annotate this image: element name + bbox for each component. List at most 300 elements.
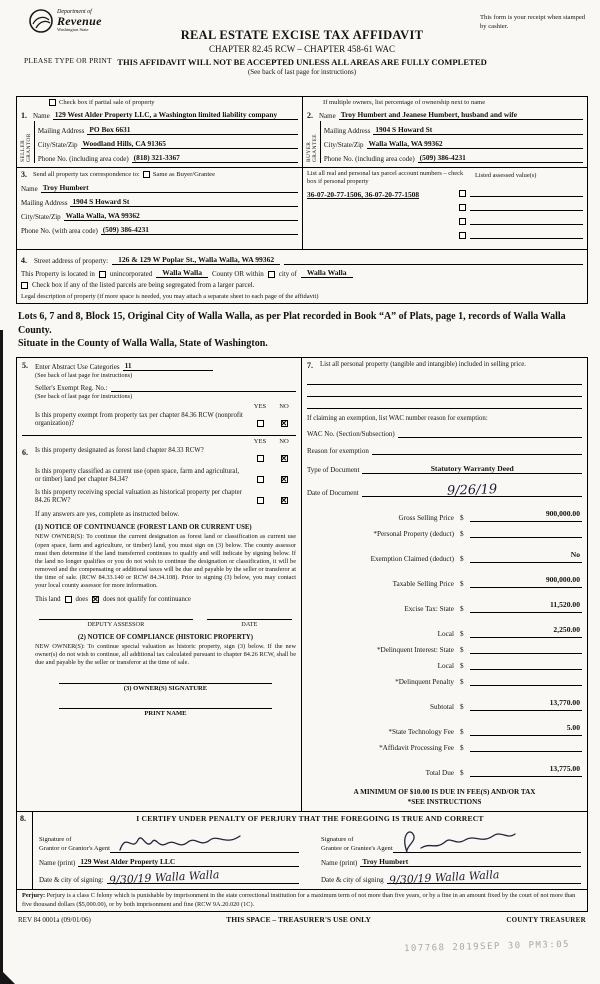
doc-date-field[interactable] (362, 482, 582, 500)
fee-value: 5.00 (566, 723, 580, 733)
personal-property-blank-3[interactable] (307, 397, 582, 409)
q1-no-checkbox[interactable] (281, 455, 288, 462)
fee-value-field[interactable] (470, 569, 582, 588)
seller-fields-wrap (21, 121, 298, 163)
does-not-label: does not qualify for continuance (102, 595, 191, 603)
see-back-note-5a: (See back of last page for instructions) (35, 371, 133, 379)
grantee-sig-label-line2: Grantee or Grantee's Agent (321, 844, 393, 852)
correspondence-row (17, 168, 587, 250)
fee-label: Local (437, 662, 454, 671)
fee-label: Local (437, 630, 454, 639)
dollar-sign: $ (460, 630, 464, 639)
deputy-assessor-row (35, 619, 296, 628)
perjury-statement (16, 890, 588, 912)
section-1-number: 1. (21, 111, 27, 120)
reason-field[interactable] (372, 446, 582, 455)
fee-row-delinq-interest-state (307, 644, 582, 654)
fee-row-exemption (307, 544, 582, 563)
buyer-mailing-field[interactable] (373, 125, 583, 135)
wac-label: WAC No. (Section/Subsection) (307, 430, 395, 439)
seller-phone-field[interactable] (132, 153, 298, 163)
personal-property-checkbox-2[interactable] (459, 204, 466, 211)
fee-value-field[interactable] (470, 528, 582, 538)
exempt-no-checkbox[interactable] (281, 420, 288, 427)
send-correspondence-line (21, 170, 298, 179)
doc-date-line (307, 482, 582, 500)
grantor-date-value: 9/30/19 Walla Walla (108, 868, 220, 888)
section-5-6-column (17, 358, 302, 812)
city-of-label: city of (278, 270, 297, 278)
fee-label: Total Due (425, 769, 454, 778)
fee-label: *Delinquent Interest: State (376, 646, 454, 655)
section-7-number: 7. (307, 360, 313, 370)
parcel-header-label: List all real and personal tax parcel account numbers – check box if personal property (307, 170, 464, 185)
scan-artifact-corner (0, 969, 15, 984)
grantor-signature-row (39, 827, 299, 853)
q3-yes-checkbox[interactable] (257, 497, 264, 504)
parcel-numbers-panel (302, 168, 587, 249)
section-8-number: 8. (17, 812, 33, 889)
assessed-row (459, 189, 583, 197)
personal-property-lines (307, 373, 582, 409)
buyer-name-field[interactable] (339, 110, 583, 120)
grantee-signature-field[interactable] (393, 827, 581, 853)
dollar-sign: $ (460, 662, 464, 671)
buyer-fields-wrap (307, 121, 583, 163)
owners-signature-line[interactable]: (3) OWNER(S) SIGNATURE (59, 683, 272, 692)
same-as-buyer-label: Same as Buyer/Grantee (152, 171, 216, 178)
grantor-signature-field[interactable] (110, 827, 299, 853)
certification-main (33, 812, 587, 889)
current-use-question: Is this property classified as current use (open space, farm and agricultural, or timber) land per chapter 84.34? (35, 467, 240, 484)
fee-value: 900,000.00 (545, 575, 580, 585)
assessed-value-field-2[interactable] (470, 203, 583, 211)
grantee-signature-block (321, 827, 581, 888)
buyer-name-line (307, 110, 583, 120)
fee-value-field[interactable] (470, 742, 582, 752)
grantor-date-line (39, 868, 299, 888)
seller-city-value: Woodland Hills, CA 91365 (82, 139, 166, 148)
street-address-value[interactable]: 126 & 129 W Poplar St., Walla Walla, WA 99362 (112, 255, 280, 265)
section-2-buyer (302, 97, 587, 167)
please-type-note: PLEASE TYPE OR PRINT (24, 56, 112, 65)
parcel-headers (307, 170, 583, 186)
section-7-column (302, 358, 587, 812)
corr-city-line (21, 211, 298, 221)
forest-land-question: Is this property designated as forest land chapter 84.33 RCW? (35, 446, 204, 454)
county-or-label: County OR within (212, 270, 264, 278)
partial-sale-note (21, 99, 298, 106)
doc-type-value: Statutory Warranty Deed (430, 464, 514, 474)
doc-type-field[interactable] (362, 464, 582, 474)
legal-description-text-1: Lots 6, 7 and 8, Block 15, Original City of Walla Walla, as per Plat recorded in Book “A” of Plats, page 1, records of Walla Walla County. (18, 311, 566, 336)
dollar-sign: $ (460, 703, 464, 712)
this-land-label: This land (35, 595, 61, 603)
grantor-name-value: 129 West Alder Property LLC (80, 857, 176, 867)
fee-value: No (570, 550, 580, 560)
personal-property-checkbox-1[interactable] (459, 190, 466, 197)
doc-date-value: 9/26/19 (446, 482, 498, 500)
assessed-row (459, 217, 583, 225)
section-3-number: 3. (21, 170, 27, 179)
exemption-claim-note: If claiming an exemption, list WAC number reason for exemption: (307, 415, 488, 423)
corr-name-label: Name (21, 185, 38, 193)
exempt-question-text: Is this property exempt from property tax per chapter 84.36 RCW (nonprofit organization)? (35, 411, 243, 428)
assessed-value-field-4[interactable] (470, 231, 583, 239)
buyer-phone-label: Phone No. (including area code) (323, 155, 415, 163)
scan-artifact-left-edge (0, 330, 3, 984)
fee-label: *State Technology Fee (388, 728, 454, 737)
grantor-sig-label-line2: Grantor or Grantor's Agent (39, 844, 110, 852)
perjury-certification-title: I CERTIFY UNDER PENALTY OF PERJURY THAT THE FOREGOING IS TRUE AND CORRECT (136, 814, 484, 824)
legal-description-text-2: Situate in the County of Walla Walla, State of Washington. (18, 338, 268, 349)
grantee-name-value: Troy Humbert (362, 857, 409, 867)
section-4-number: 4. (21, 256, 27, 265)
dor-logo-swirl-icon (28, 8, 54, 34)
corr-phone-line (21, 225, 298, 235)
grantor-date-field[interactable] (107, 868, 299, 888)
footer-row (16, 915, 588, 924)
abstract-use-field[interactable] (123, 361, 213, 371)
corr-phone-label: Phone No. (with area code) (21, 227, 98, 235)
no-header: NO (279, 402, 289, 410)
street-address-tail-line (284, 256, 583, 265)
dollar-sign: $ (460, 646, 464, 655)
located-in-label: This Property is located in (21, 270, 95, 278)
deputy-assessor-signature-line[interactable]: DEPUTY ASSESSOR (39, 619, 193, 628)
seller-city-field[interactable] (81, 139, 298, 149)
street-address-label: Street address of property: (34, 257, 109, 265)
buyer-phone-value: (509) 386-4231 (419, 153, 466, 162)
buyer-mailing-label: Mailing Address (323, 127, 371, 135)
grantee-vertical-text: GRANTEE (311, 134, 318, 162)
seller-fields (38, 121, 298, 163)
fee-row-excise-state (307, 594, 582, 613)
fee-value-field[interactable] (470, 644, 582, 654)
yes-no-header-5 (35, 403, 296, 410)
deputy-assessor-date-line[interactable]: DATE (207, 619, 292, 628)
buyer-fields (324, 121, 583, 163)
fee-row-taxable (307, 569, 582, 588)
abstract-use-value: 11 (124, 360, 132, 370)
segregated-checkbox[interactable] (21, 282, 28, 289)
section-1-seller (17, 97, 302, 167)
grantee-name-line (321, 857, 581, 867)
doc-date-label: Date of Document (307, 489, 359, 498)
notice-compliance-title: (2) NOTICE OF COMPLIANCE (HISTORIC PROPERTY) (77, 633, 254, 641)
if-yes-note: If any answers are yes, complete as instructed below. (35, 510, 180, 518)
q3-no-checkbox[interactable] (281, 497, 288, 504)
fee-label: Taxable Selling Price (392, 580, 454, 589)
buyer-mailing-value: 1904 S Howard St (375, 125, 433, 134)
grantor-signature-label (39, 836, 110, 853)
fee-row-total-due (307, 758, 582, 777)
city-value[interactable]: Walla Walla (301, 268, 353, 278)
see-back-note-5b: (See back of last page for instructions) (35, 392, 133, 400)
section-3-correspondence (17, 168, 302, 249)
form-header (16, 6, 588, 96)
land-qualify-row (35, 596, 296, 603)
grantee-signature-icon (399, 826, 519, 856)
form-title: REAL ESTATE EXCISE TAX AFFIDAVIT (180, 28, 424, 42)
current-use-question-row (35, 468, 296, 487)
fee-row-delinq-interest-local (307, 660, 582, 670)
exempt-reg-label: Seller's Exempt Reg. No.: (35, 383, 108, 392)
grantor-signature-block (39, 827, 299, 888)
buyer-city-field[interactable] (367, 139, 583, 149)
see-instructions-text: *SEE INSTRUCTIONS (407, 798, 482, 807)
dollar-sign: $ (460, 530, 464, 539)
q1-yes-cell (248, 447, 272, 466)
unincorporated-checkbox[interactable] (99, 271, 106, 278)
reason-label: Reason for exemption (307, 447, 369, 456)
does-label: does (75, 595, 88, 603)
logo-dept-line: Department of (57, 9, 92, 16)
fee-row-gross (307, 503, 582, 522)
dollar-sign: $ (460, 678, 464, 687)
seller-phone-label: Phone No. (including area code) (37, 155, 129, 163)
buyer-name-label: Name (319, 112, 336, 120)
section-7 (307, 361, 582, 370)
corr-mailing-line (21, 197, 298, 207)
abstract-use-label: Enter Abstract Use Categories (35, 362, 120, 371)
fee-value-field[interactable] (470, 692, 582, 711)
corr-city-field[interactable] (64, 211, 298, 221)
seller-mailing-value: PO Box 6631 (89, 125, 131, 134)
dollar-sign: $ (460, 605, 464, 614)
county-value[interactable]: Walla Walla (156, 268, 208, 278)
q2-no-checkbox[interactable] (281, 476, 288, 483)
fee-row-delinq-penalty (307, 676, 582, 686)
doc-type-label: Type of Document (307, 466, 360, 475)
fee-value-field[interactable] (470, 717, 582, 736)
fee-label: Subtotal (430, 703, 454, 712)
personal-property-checkbox-4[interactable] (459, 232, 466, 239)
corr-name-field[interactable] (41, 183, 298, 193)
seller-vertical-text: SELLER (20, 139, 26, 162)
legal-description-label: Legal description of property (if more space is needed, you may attach a separate sheet to each page of the affidavit) (21, 293, 319, 300)
grantee-date-field[interactable] (387, 868, 581, 888)
q1-no-cell (272, 447, 296, 466)
exempt-reg-field[interactable] (111, 383, 296, 392)
fee-value-field[interactable] (470, 544, 582, 563)
certification-box (16, 812, 588, 890)
section-5-number: 5. (22, 360, 28, 370)
assessed-value-field-3[interactable] (470, 217, 583, 225)
seller-phone-line (38, 153, 298, 163)
seller-buyer-row (17, 97, 587, 168)
partial-sale-label: Check box if partial sale of property (59, 99, 155, 106)
q2-yes-checkbox[interactable] (257, 476, 264, 483)
buyer-city-value: Walla Walla, WA 99362 (368, 139, 443, 148)
fee-value-field[interactable] (470, 594, 582, 613)
q1-yes-checkbox[interactable] (257, 455, 264, 462)
corr-city-label: City/State/Zip (21, 213, 61, 221)
grantor-date-label: Date & city of signing: (39, 876, 104, 885)
personal-property-blank-1[interactable] (307, 373, 582, 385)
city-of-checkbox[interactable] (268, 271, 275, 278)
fee-value: 13,770.00 (549, 698, 580, 708)
grantor-signature-icon (116, 828, 246, 856)
personal-property-label: List all personal property (tangible and intangible) included in selling price. (320, 360, 526, 368)
exempt-yes-checkbox[interactable] (257, 420, 264, 427)
buyer-phone-field[interactable] (418, 153, 583, 163)
dollar-sign: $ (460, 728, 464, 737)
multiple-owners-label: If multiple owners, list percentage of ownership next to name (323, 99, 486, 106)
fee-value-field[interactable] (470, 676, 582, 686)
corr-mailing-label: Mailing Address (21, 199, 68, 207)
see-back-note: (See back of last page for instructions) (247, 68, 357, 76)
corr-mailing-value: 1904 S Howard St (72, 197, 130, 206)
fee-value-field[interactable] (470, 758, 582, 777)
fee-value-field[interactable] (470, 619, 582, 638)
does-not-qualify-checkbox[interactable] (92, 596, 99, 603)
fee-label: Gross Selling Price (398, 514, 454, 523)
seller-name-field[interactable] (53, 110, 298, 120)
acceptance-warning: THIS AFFIDAVIT WILL NOT BE ACCEPTED UNLESS ALL AREAS ARE FULLY COMPLETED (117, 57, 487, 67)
wac-field[interactable] (398, 429, 582, 438)
doc-type-line (307, 464, 582, 474)
same-as-buyer-checkbox[interactable] (143, 171, 150, 178)
signature-halves (39, 827, 581, 888)
fee-row-personal (307, 528, 582, 538)
dollar-sign: $ (460, 555, 464, 564)
minimum-due-note (307, 787, 582, 807)
logo-revenue-line: Revenue (57, 14, 102, 29)
grantor-name-field[interactable] (78, 857, 299, 867)
legal-description (18, 310, 586, 351)
segregated-line (21, 281, 583, 289)
send-correspondence-label: Send all property tax correspondence to: (33, 171, 140, 178)
seller-mailing-field[interactable] (87, 125, 298, 135)
corr-phone-value: (509) 386-4231 (102, 225, 149, 234)
exempt-yes-cell (248, 412, 272, 431)
multiple-owners-note (307, 99, 583, 106)
dollar-sign: $ (460, 744, 464, 753)
seller-phone-value: (818) 321-3367 (133, 153, 180, 162)
unincorporated-label: unincorporated (109, 270, 153, 278)
yes-header-6: YES (253, 437, 267, 445)
forest-land-question-row (35, 447, 296, 466)
assessed-values-label: Listed assessed value(s) (475, 172, 537, 179)
section-4-property (17, 250, 587, 303)
print-name-line[interactable]: PRINT NAME (59, 708, 272, 717)
buyer-grantee-side-label (307, 121, 321, 163)
exempt-no-cell (272, 412, 296, 431)
section-6 (22, 435, 296, 718)
title-block (87, 28, 517, 76)
notice-continuance-body: NEW OWNER(S): To continue the current designation as forest land or classification as current use (open space, farm and agriculture, or timber) land, you must sign on (3) below. The county assessor must then determine if the land transferred continues to qualify and will indicate by signing below. If the land no longer qualifies or you do not wish to continue the designation or classification, it will be removed and the compensating or additional taxes will be due and payable by the seller or transferor at the time of sale. (RCW 84.33.140 or RCW 84.34.108). Prior to signing (3) below, you may contact your local county assessor for more information. (35, 533, 296, 590)
fee-label: *Affidavit Processing Fee (379, 744, 454, 753)
dollar-sign: $ (460, 580, 464, 589)
buyer-vertical-text: BUYER (306, 141, 312, 162)
grantor-vertical-text: GRANTOR (25, 133, 32, 162)
treasurer-space-label: THIS SPACE – TREASURER'S USE ONLY (226, 915, 371, 925)
rev-number: REV 84 0001a (09/01/06) (18, 916, 91, 925)
parcel-body (307, 189, 583, 245)
fee-row-subtotal (307, 692, 582, 711)
fee-label: Excise Tax: State (404, 605, 454, 614)
q3-yes-cell (248, 489, 272, 508)
partial-sale-checkbox[interactable] (49, 99, 56, 106)
notice-compliance-body: NEW OWNER(S): To continue special valuation as historic property, sign (3) below. If the new owner(s) do not wish to continue, all additional tax calculated pursuant to chapter 84.26 RCW, shall be due and payable by the seller or transferor at the time of sale. (35, 642, 296, 666)
assessed-value-field-1[interactable] (470, 189, 583, 197)
logo-state-line: Washington State (57, 27, 89, 33)
q2-yes-cell (248, 468, 272, 487)
dollar-sign: $ (460, 514, 464, 523)
corr-phone-field[interactable] (101, 225, 298, 235)
yes-header: YES (253, 402, 267, 410)
seller-mailing-label: Mailing Address (37, 127, 85, 135)
wac-line (307, 429, 582, 438)
perjury-body: Perjury is a class C felony which is punishable by imprisonment in the state correctional institution for a maximum term of not more than five years, or by a fine in an amount fixed by the court of not more than five thousand dollars ($5,000.00), or by both imprisonment and fine (RCW 9A.20.020 (1C). (22, 892, 576, 908)
dollar-sign: $ (460, 769, 464, 778)
fee-value: 900,000.00 (545, 509, 580, 519)
exempt-question-row (35, 412, 296, 431)
personal-property-checkbox-3[interactable] (459, 218, 466, 225)
tax-sections-box (16, 357, 588, 813)
property-located-line (21, 268, 583, 278)
notice-continuance-title: (1) NOTICE OF CONTINUANCE (FOREST LAND OR CURRENT USE) (35, 524, 252, 532)
grantor-name-print-label: Name (print) (39, 859, 76, 868)
grantee-signature-row (321, 827, 581, 853)
receipt-note: This form is your receipt when stamped by cashier. (480, 14, 586, 30)
buyer-name-value: Troy Humbert and Jeanese Humbert, husband and wife (340, 110, 518, 119)
seller-mailing-line (38, 125, 298, 135)
minimum-due-text: A MINIMUM OF $10.00 IS DUE IN FEE(S) AND/OR TAX (353, 788, 536, 797)
fee-value: 11,520.00 (550, 600, 580, 610)
parcel-numbers-value: 36-07-20-77-1506, 36-07-20-77-1508 (307, 190, 420, 199)
historic-question-row (35, 489, 296, 508)
historic-question: Is this property receiving special valuation as historical property per chapter 84.26 RCW? (35, 488, 242, 505)
grantee-sig-label-line1: Signature of (321, 836, 354, 844)
personal-property-blank-2[interactable] (307, 385, 582, 397)
seller-grantor-side-label (21, 121, 35, 163)
exempt-reg-line (35, 383, 296, 392)
section-6-number: 6. (22, 447, 28, 457)
assessed-row (459, 231, 583, 239)
fee-value: 2,250.00 (553, 625, 580, 635)
seller-city-label: City/State/Zip (37, 141, 78, 149)
grantee-signature-label (321, 836, 393, 853)
corr-mailing-field[interactable] (70, 197, 298, 207)
perjury-lead: Perjury: (22, 892, 46, 900)
chapter-subtitle: CHAPTER 82.45 RCW – CHAPTER 458-61 WAC (209, 44, 395, 54)
grantor-sig-label-line1: Signature of (39, 836, 72, 844)
does-qualify-checkbox[interactable] (65, 596, 72, 603)
fee-label: *Personal Property (deduct) (373, 530, 454, 539)
fee-label: *Delinquent Penalty (395, 678, 454, 687)
seller-city-line (38, 139, 298, 149)
street-address-line (21, 255, 583, 265)
corr-name-value: Troy Humbert (42, 183, 89, 192)
fee-value-field[interactable] (470, 503, 582, 522)
corr-name-line (21, 183, 298, 193)
fee-value-field[interactable] (470, 660, 582, 670)
yes-no-header-6 (35, 438, 296, 445)
buyer-city-line (324, 139, 583, 149)
assessed-row (459, 203, 583, 211)
grantee-name-field[interactable] (360, 857, 581, 867)
section-2-number: 2. (307, 111, 313, 120)
grantee-date-label: Date & city of signing (321, 876, 384, 885)
fee-label: Exemption Claimed (deduct) (370, 555, 454, 564)
fee-table (307, 503, 582, 777)
abstract-use-line (35, 361, 296, 371)
q2-no-cell (272, 468, 296, 487)
buyer-phone-line (324, 153, 583, 163)
corr-city-value: Walla Walla, WA 99362 (65, 211, 140, 220)
